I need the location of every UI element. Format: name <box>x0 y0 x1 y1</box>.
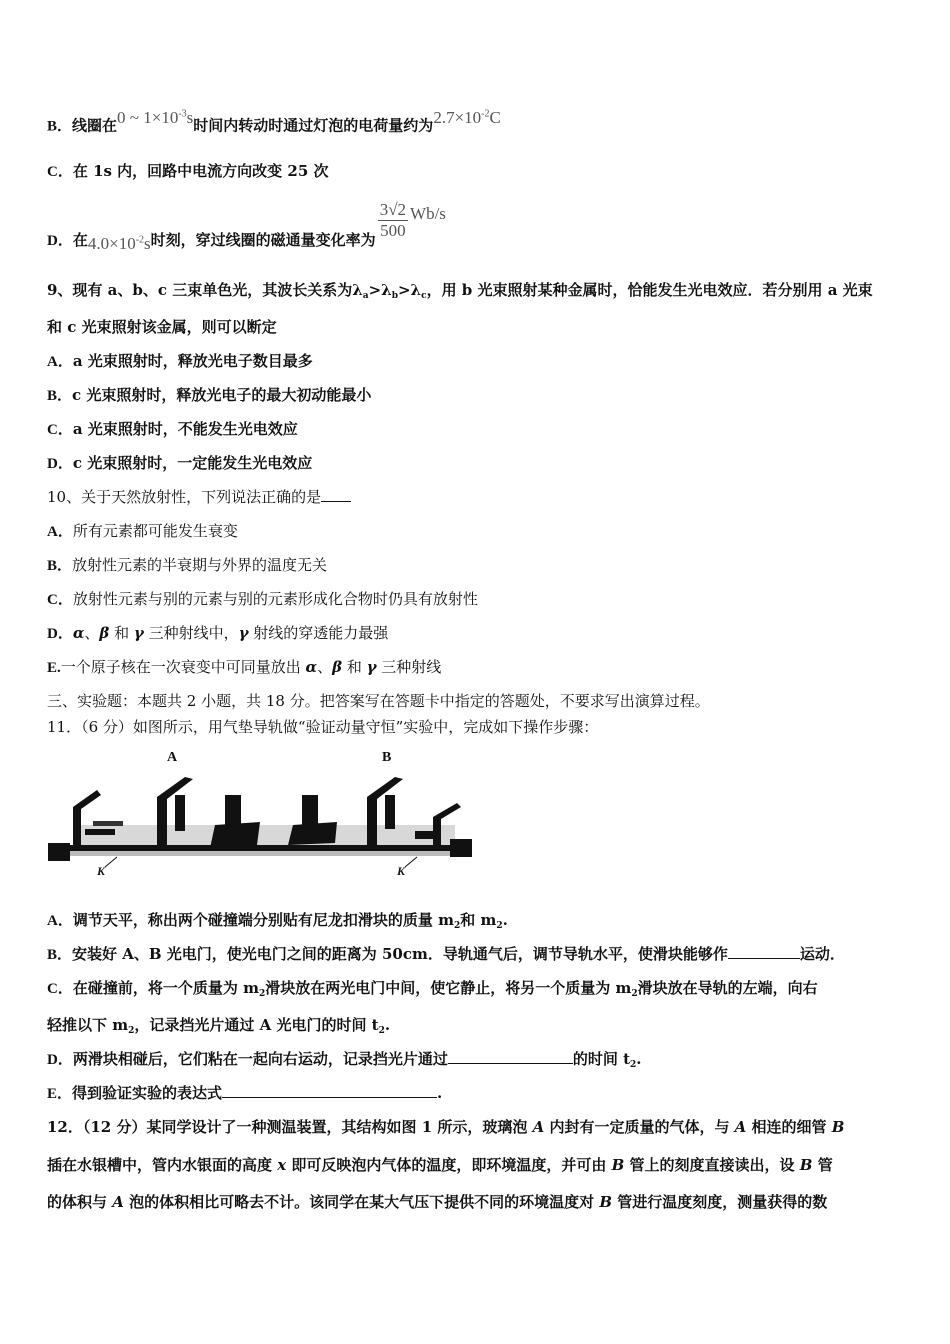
q10-option-a: A．所有元素都可能发生衰变 <box>47 522 238 540</box>
option-text: 时间内转动时通过灯泡的电荷量约为 <box>193 116 434 135</box>
q12-stem-line3: 的体积与 A 泡的体积相比可略去不计。该同学在某大气压下提供不同的环境温度对 B 管进行温度刻度，测量获得的数 <box>47 1193 828 1211</box>
answer-blank <box>222 1083 437 1098</box>
option-letter: D． <box>47 232 73 249</box>
section-heading: 三、实验题：本题共 2 小题，共 18 分。把答案写在答题卡中指定的答题处，不要求写出演算过程。 <box>47 692 710 710</box>
q9-option-c: C．a 光束照射时，不能发生光电效应 <box>47 420 298 438</box>
q12-stem-line1: 12．（12 分）某同学设计了一种测温装置，其结构如图 1 所示，玻璃泡 A 内封有一定质量的气体，与 A 相连的细管 B <box>47 1118 845 1136</box>
q10-option-c: C．放射性元素与别的元素与别的元素形成化合物时仍具有放射性 <box>47 590 478 608</box>
answer-blank <box>448 1049 573 1064</box>
option-text: 线圈在 <box>72 116 118 135</box>
option-text: 在 1s 内，回路中电流方向改变 25 次 <box>72 162 329 180</box>
svg-text:A: A <box>167 750 178 765</box>
q11-step-c-line1: C．在碰撞前，将一个质量为 $m_2$滑块放在两光电门中间，使它静止，将另一个质量为 $m_2$滑块放在导轨的左端，向右 <box>47 979 818 999</box>
option-text: 在 <box>72 230 88 249</box>
math-time-range: 0 ~ $1\times 10^{-3}s$ <box>117 107 194 127</box>
q9-option-d: D．c 光束照射时，一定能发生光电效应 <box>47 454 313 472</box>
q11-stem: 11．（6 分）如图所示，用气垫导轨做“验证动量守恒”实验中，完成如下操作步骤： <box>47 718 599 736</box>
q11-step-e: E．得到验证实验的表达式 . <box>47 1084 443 1102</box>
option-letter: C． <box>47 164 73 180</box>
math-unit: Wb/s <box>410 203 446 223</box>
q12-stem-line2: 插在水银槽中，管内水银面的高度 x 即可反映泡内气体的温度，即环境温度，并可由 B 管上的刻度直接读出，设 B 管 <box>47 1156 833 1174</box>
svg-text:B: B <box>382 750 392 765</box>
answer-blank <box>321 487 351 502</box>
q11-step-b: B．安装好 A、B 光电门，使光电门之间的距离为 50cm．导轨通气后，调节导轨水平，使滑块能够作 运动． <box>47 945 845 963</box>
math-charge: $2.7\times 10^{-2}C$ <box>433 107 501 127</box>
q10-option-e: E.一个原子核在一次衰变中可同量放出 α、β 和 γ 三种射线 <box>47 658 442 676</box>
q9-option-b: B．c 光束照射时，释放光电子的最大初动能最小 <box>47 386 372 404</box>
q8-option-d <box>47 200 446 253</box>
q9-stem-line2: 和 c 光束照射该金属，则可以断定 <box>47 318 277 336</box>
air-track-illustration <box>45 745 475 880</box>
q10-option-d: D．α、β 和 γ 三种射线中，γ 射线的穿透能力最强 <box>47 624 389 642</box>
option-text: 时刻，穿过线圈的磁通量变化率为 <box>150 230 376 249</box>
q11-step-a: A．调节天平，称出两个碰撞端分别贴有尼龙扣滑块的质量 $m_2$和 $m_2$. <box>47 911 508 931</box>
answer-blank <box>728 944 800 959</box>
q11-step-d: D．两滑块相碰后，它们粘在一起向右运动，记录挡光片通过 的时间 $t_2$. <box>47 1050 642 1070</box>
air-track-diagram <box>45 745 475 880</box>
q9-stem-line1: 9、现有 a、b、c 三束单色光，其波长关系为$\lambda_a>\lambda_b>\lambda_c$，用 b 光束照射某种金属时，恰能发生光电效应．若分别用 a 光束 <box>47 281 873 301</box>
q11-step-c-line2: 轻推以下 $m_2$，记录挡光片通过 A 光电门的时间 $t_2$. <box>47 1016 391 1036</box>
q9-option-a: A．a 光束照射时，释放光电子数目最多 <box>47 352 313 370</box>
q10-stem: 10、关于天然放射性，下列说法正确的是 <box>47 487 351 507</box>
q10-option-b: B．放射性元素的半衰期与外界的温度无关 <box>47 556 328 574</box>
q8-option-c <box>47 161 329 182</box>
math-fraction: $\frac{3√2}{500}$ <box>379 200 407 240</box>
math-time: $4.0\times 10^{-2}s$ <box>87 233 151 253</box>
svg-text:K: K <box>397 864 406 878</box>
option-letter: B． <box>47 118 73 135</box>
svg-text:K: K <box>97 864 106 878</box>
q8-option-b <box>47 107 501 137</box>
